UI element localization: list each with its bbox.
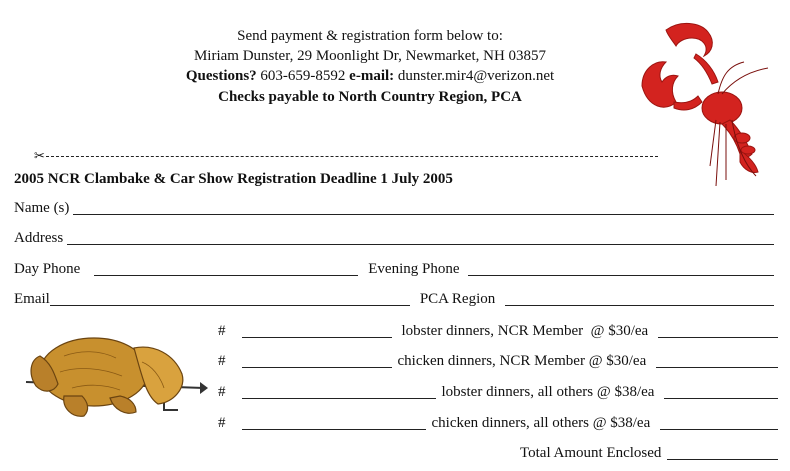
evening-phone-label: Evening Phone bbox=[368, 261, 460, 277]
questions-phone: 603-659-8592 bbox=[260, 68, 346, 84]
email-field-label: Email bbox=[14, 291, 50, 307]
day-phone-label: Day Phone bbox=[14, 261, 81, 277]
address-field[interactable] bbox=[67, 230, 774, 245]
order-row-chicken-member bbox=[218, 350, 778, 370]
pca-region-field[interactable] bbox=[505, 291, 774, 306]
roast-chicken-icon bbox=[24, 326, 208, 422]
order-row-chicken-others bbox=[218, 412, 778, 432]
lobster-others-label: lobster dinners, all others @ $38/ea bbox=[441, 384, 655, 400]
order-row-total bbox=[520, 442, 778, 462]
lobster-others-qty-field[interactable] bbox=[242, 384, 436, 399]
order-row-lobster-others bbox=[218, 381, 778, 401]
order-hash: # bbox=[218, 415, 226, 431]
lobster-others-amount-field[interactable] bbox=[664, 384, 778, 399]
name-field[interactable] bbox=[73, 200, 774, 215]
email-label: e-mail: bbox=[349, 68, 395, 84]
scissors-icon: ✂ bbox=[34, 148, 45, 163]
lobster-icon bbox=[636, 16, 776, 192]
total-amount-field[interactable] bbox=[667, 445, 778, 460]
chicken-member-amount-field[interactable] bbox=[656, 353, 778, 368]
day-phone-field[interactable] bbox=[94, 261, 358, 276]
chicken-member-label: chicken dinners, NCR Member @ $30/ea bbox=[397, 353, 647, 369]
chicken-others-qty-field[interactable] bbox=[242, 415, 426, 430]
header-line-questions bbox=[150, 66, 590, 86]
pca-region-label: PCA Region bbox=[419, 291, 496, 307]
lobster-member-qty-field[interactable] bbox=[242, 323, 392, 338]
chicken-others-label: chicken dinners, all others @ $38/ea bbox=[431, 415, 651, 431]
dashed-divider bbox=[46, 156, 658, 157]
chicken-member-qty-field[interactable] bbox=[242, 353, 392, 368]
phone-row bbox=[14, 258, 778, 278]
name-row bbox=[14, 197, 778, 217]
lobster-member-label: lobster dinners, NCR Member @ $30/ea bbox=[401, 323, 649, 339]
cut-line bbox=[18, 148, 658, 162]
header-checks-payable: Checks payable to North Country Region, PCA bbox=[218, 89, 522, 105]
name-label: Name (s) bbox=[14, 200, 70, 216]
address-row bbox=[14, 227, 778, 247]
order-hash: # bbox=[218, 323, 226, 339]
order-hash: # bbox=[218, 353, 226, 369]
evening-phone-field[interactable] bbox=[468, 261, 775, 276]
contact-email: dunster.mir4@verizon.net bbox=[397, 68, 555, 84]
order-row-lobster-member bbox=[218, 320, 778, 340]
form-title: 2005 NCR Clambake & Car Show Registration Deadline 1 July 2005 bbox=[14, 171, 453, 187]
address-label: Address bbox=[14, 230, 64, 246]
questions-label: Questions? bbox=[185, 68, 257, 84]
lobster-member-amount-field[interactable] bbox=[658, 323, 778, 338]
header-line-address: Miriam Dunster, 29 Moonlight Dr, Newmarket, NH 03857 bbox=[193, 48, 547, 64]
email-row bbox=[14, 288, 778, 308]
chicken-others-amount-field[interactable] bbox=[660, 415, 778, 430]
email-field[interactable] bbox=[50, 291, 410, 306]
total-label: Total Amount Enclosed bbox=[520, 445, 662, 461]
header-line-send-payment: Send payment & registration form below to: bbox=[237, 28, 503, 44]
order-hash: # bbox=[218, 384, 226, 400]
